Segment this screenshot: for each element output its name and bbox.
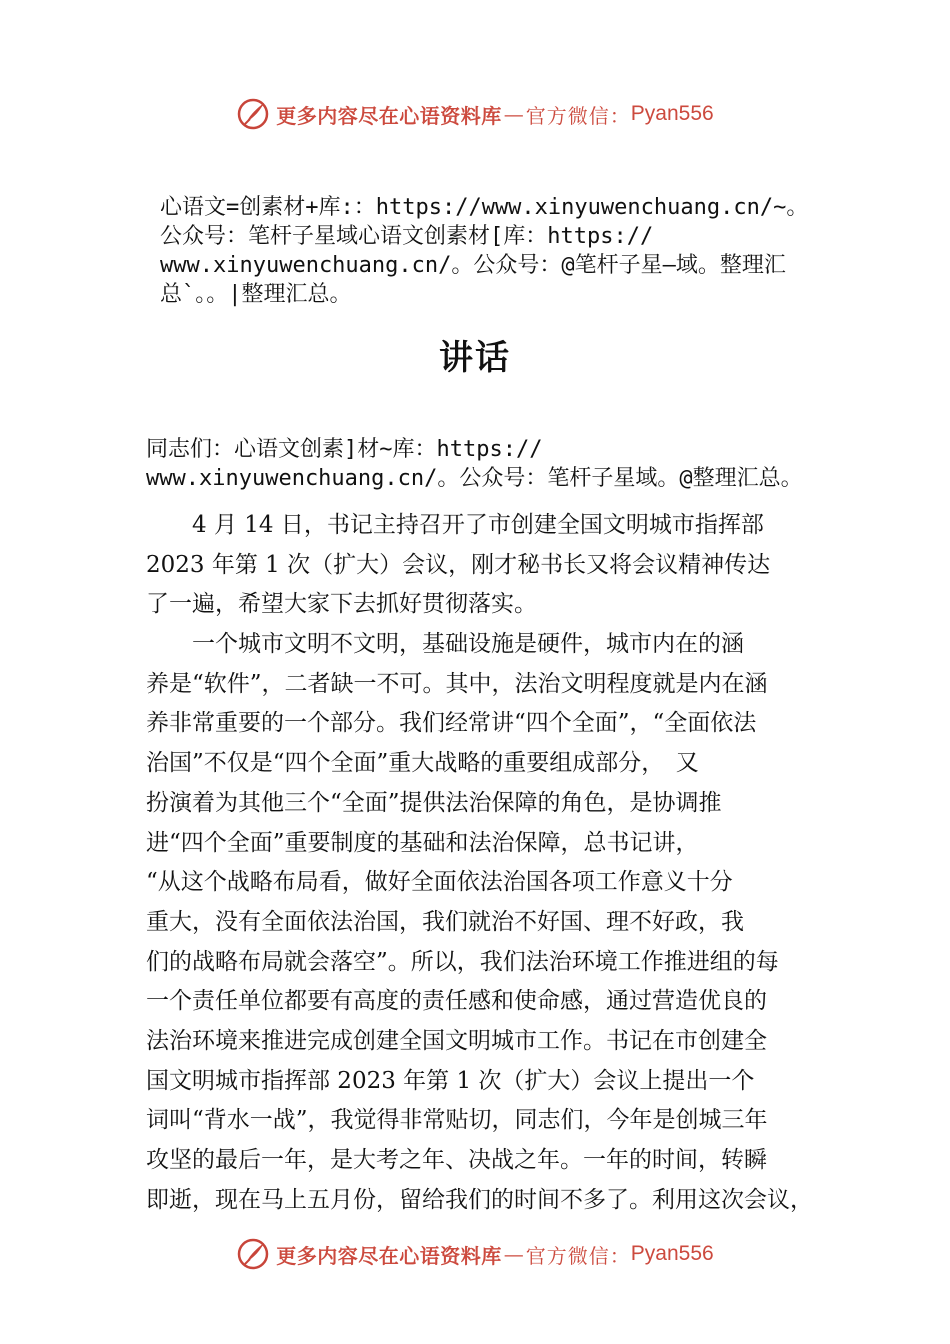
banner-separator: —: [503, 1242, 524, 1266]
note-line: www.xinyuwenchuang.cn/。公众号：笔杆子星域。@整理汇总。: [146, 466, 803, 491]
body-line: 养非常重要的一个部分。我们经常讲“四个全面”，“全面依法: [146, 710, 757, 737]
banner-wechat-account: Pyan556: [630, 102, 714, 125]
body-line: 2023 年第 1 次（扩大）会议，刚才秘书长又将会议精神传达: [146, 551, 771, 578]
speech-body: [146, 506, 846, 1220]
body-line: 攻坚的最后一年，是大考之年、决战之年。一年的时间，转瞬: [146, 1147, 767, 1173]
banner-separator: —: [503, 102, 524, 126]
footer-banner: [0, 1234, 950, 1274]
banner-slogan: 更多内容尽在心语资料库: [276, 1243, 502, 1268]
banner-wechat-label: 官方微信：: [525, 103, 631, 128]
body-line: 即逝，现在马上五月份，留给我们的时间不多了。利用这次会议，: [146, 1186, 813, 1213]
body-line: 词叫“背水一战”，我觉得非常贴切，同志们，今年是创城三年: [146, 1107, 768, 1134]
source-note-top: [160, 193, 850, 309]
document-title: 讲话: [439, 338, 511, 378]
quill-logo-icon: [236, 97, 270, 131]
body-line: 重大，没有全面依法治国，我们就治不好国、理不好政，我: [146, 908, 744, 935]
note-line: 公众号：笔杆子星域心语文创素材[库：https://: [160, 224, 654, 249]
note-line: 心语文=创素材+库:：https://www.xinyuwenchuang.cn/~。: [160, 195, 809, 220]
body-line: 国文明城市指挥部 2023 年第 1 次（扩大）会议上提出一个: [146, 1067, 755, 1094]
body-line: 养是“软件”，二者缺一不可。其中，法治文明程度就是内在涵: [146, 670, 768, 697]
note-line: 同志们：心语文创素]材~库：https://: [146, 437, 543, 462]
body-line: 进“四个全面”重要制度的基础和法治保障，总书记讲，: [146, 829, 699, 856]
quill-logo-icon: [236, 1237, 270, 1271]
note-line: 总`。。|整理汇总。: [160, 282, 352, 307]
body-line: 扮演着为其他三个“全面”提供法治保障的角色，是协调推: [146, 789, 722, 816]
body-line: 们的战略布局就会落空”。所以，我们法治环境工作推进组的每: [146, 948, 779, 975]
note-line: www.xinyuwenchuang.cn/。公众号：@笔杆子星—域。整理汇: [160, 253, 786, 278]
body-line: 治国”不仅是“四个全面”重大战略的重要组成部分， 又: [146, 750, 699, 777]
header-banner: [0, 94, 950, 134]
banner-slogan: 更多内容尽在心语资料库: [276, 103, 502, 128]
body-line: “从这个战略布局看，做好全面依法治国各项工作意义十分: [146, 869, 733, 896]
body-line: 4 月 14 日，书记主持召开了市创建全国文明城市指挥部: [146, 512, 764, 538]
body-line: 了一遍，希望大家下去抓好贯彻落实。: [146, 591, 537, 618]
body-line: 一个城市文明不文明，基础设施是硬件，城市内在的涵: [146, 631, 744, 658]
salutation-note: [146, 435, 866, 493]
banner-wechat-label: 官方微信：: [525, 1243, 631, 1268]
banner-wechat-account: Pyan556: [630, 1242, 714, 1265]
body-line: 一个责任单位都要有高度的责任感和使命感，通过营造优良的: [146, 988, 767, 1015]
body-line: 法治环境来推进完成创建全国文明城市工作。书记在市创建全: [146, 1027, 767, 1054]
